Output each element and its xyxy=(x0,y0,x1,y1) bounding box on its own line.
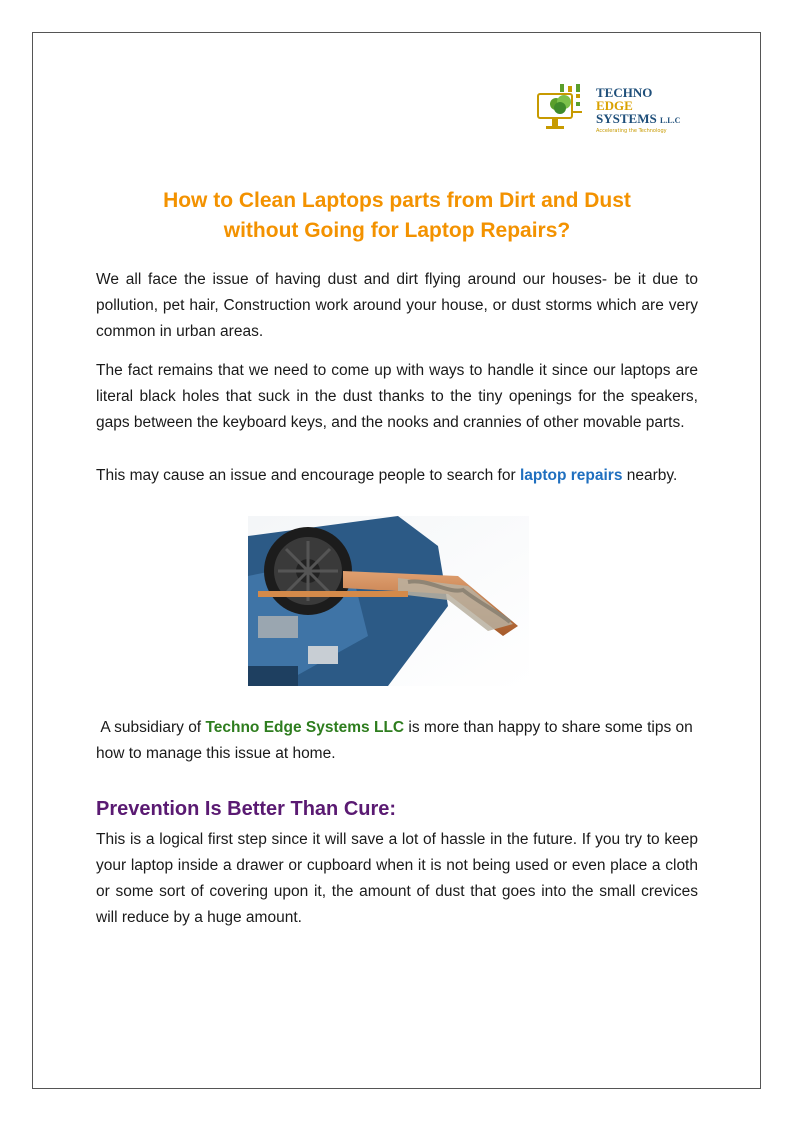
repairs-paragraph xyxy=(96,463,698,489)
logo-line-edge: EDGE xyxy=(596,98,633,113)
subsidiary-paragraph xyxy=(96,715,698,767)
logo-wordmark xyxy=(596,86,680,127)
subsidiary-text-before: A subsidiary of xyxy=(100,719,202,736)
logo-line-techno: TECHNO xyxy=(596,85,653,100)
fact-paragraph: The fact remains that we need to come up with ways to handle it since our laptops are literal black holes that suck in the dust thanks to the tiny openings for the speakers, gaps between the keyboard keys, and the nooks and crannies of other movable parts. xyxy=(96,362,698,431)
logo-tagline: Accelerating the Technology xyxy=(596,128,667,134)
title-line-1: How to Clean Laptops parts from Dirt and Dust xyxy=(163,189,631,212)
section-heading: Prevention Is Better Than Cure: xyxy=(96,798,397,820)
logo-icon xyxy=(536,84,594,136)
page-title xyxy=(96,186,698,246)
title-line-2: without Going for Laptop Repairs? xyxy=(223,219,571,242)
brand-name: Techno Edge Systems LLC xyxy=(205,719,405,736)
laptop-repairs-link[interactable]: laptop repairs xyxy=(519,467,623,484)
company-logo xyxy=(536,84,696,140)
laptop-fan-photo xyxy=(248,516,529,686)
subsidiary-text-after: is more than happy to share some tips on how to manage this issue at home. xyxy=(96,719,693,762)
intro-paragraph: We all face the issue of having dust and dirt flying around our houses- be it due to pollution, pet hair, Construction work around your house, or dust storms which are very common in urban areas. xyxy=(96,271,698,340)
section-body: This is a logical first step since it will save a lot of hassle in the future. If you try to keep your laptop inside a drawer or cupboard when it is not being used or even place a cloth or some sort of covering upon it, the amount of dust that goes into the small crevices will reduce by a huge amount. xyxy=(96,831,698,926)
logo-line-systems xyxy=(596,112,680,127)
laptop-fan-dust-photo-icon xyxy=(248,516,529,686)
logo-llc: L.L.C xyxy=(659,116,681,125)
repairs-text-after: nearby. xyxy=(626,467,678,484)
logo-systems: SYSTEMS xyxy=(596,111,657,126)
repairs-text-before: This may cause an issue and encourage people to search for xyxy=(96,467,516,484)
